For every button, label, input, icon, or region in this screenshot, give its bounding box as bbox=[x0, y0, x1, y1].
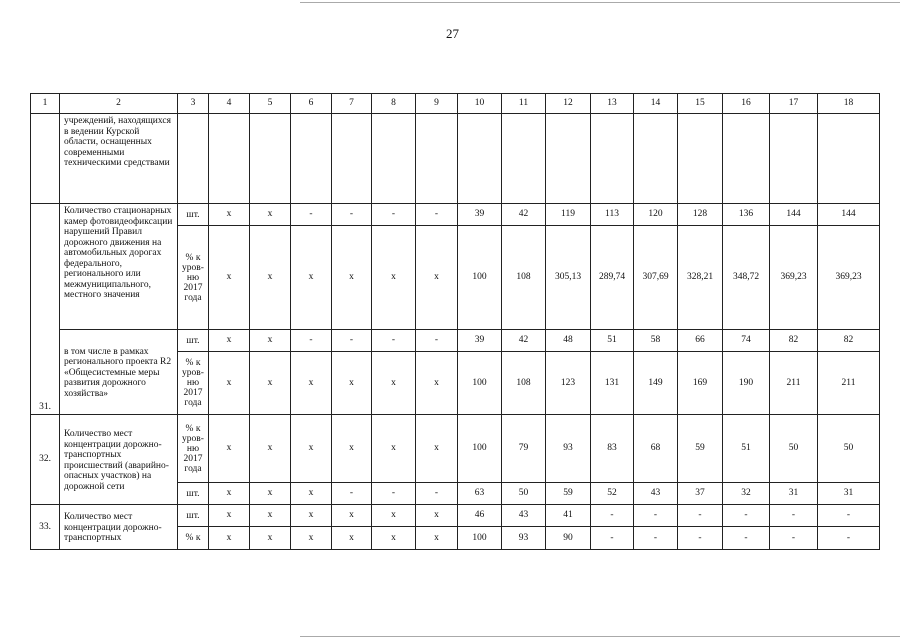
value-cell: 144 bbox=[770, 204, 818, 226]
column-number: 1 bbox=[31, 94, 60, 114]
column-number: 5 bbox=[250, 94, 291, 114]
value-cell: 123 bbox=[546, 352, 591, 415]
value-cell: - bbox=[818, 527, 880, 550]
column-number: 12 bbox=[546, 94, 591, 114]
unit-cell: % к уров-ню 2017 года bbox=[178, 226, 209, 330]
value-cell: x bbox=[291, 527, 332, 550]
table-row bbox=[31, 415, 880, 483]
value-cell: 100 bbox=[458, 352, 502, 415]
column-number: 6 bbox=[291, 94, 332, 114]
value-cell: x bbox=[291, 483, 332, 505]
indicators-table bbox=[30, 93, 880, 550]
scan-edge-bottom bbox=[300, 636, 900, 637]
value-cell: 66 bbox=[678, 330, 723, 352]
value-cell: 43 bbox=[634, 483, 678, 505]
item-number: 31. bbox=[31, 204, 60, 415]
unit-cell: шт. bbox=[178, 505, 209, 527]
unit-cell: % к уров-ню 2017 года bbox=[178, 415, 209, 483]
value-cell: 42 bbox=[502, 330, 546, 352]
value-cell: 31 bbox=[770, 483, 818, 505]
value-cell: - bbox=[591, 505, 634, 527]
column-number: 2 bbox=[60, 94, 178, 114]
value-cell: x bbox=[372, 527, 416, 550]
value-cell: 74 bbox=[723, 330, 770, 352]
column-number: 9 bbox=[416, 94, 458, 114]
column-number: 8 bbox=[372, 94, 416, 114]
table-row bbox=[31, 505, 880, 527]
value-cell: 63 bbox=[458, 483, 502, 505]
column-number: 4 bbox=[209, 94, 250, 114]
value-cell: x bbox=[209, 330, 250, 352]
value-cell: x bbox=[250, 505, 291, 527]
value-cell: x bbox=[250, 527, 291, 550]
value-cell: 41 bbox=[546, 505, 591, 527]
table-row bbox=[31, 204, 880, 226]
value-cell: 50 bbox=[502, 483, 546, 505]
value-cell: x bbox=[372, 415, 416, 483]
table-row bbox=[31, 330, 880, 352]
value-cell: 119 bbox=[546, 204, 591, 226]
value-cell: 50 bbox=[770, 415, 818, 483]
value-cell: - bbox=[723, 505, 770, 527]
value-cell: x bbox=[250, 415, 291, 483]
page-number: 27 bbox=[446, 26, 459, 41]
value-cell: 39 bbox=[458, 204, 502, 226]
column-number: 10 bbox=[458, 94, 502, 114]
column-number: 17 bbox=[770, 94, 818, 114]
value-cell: - bbox=[634, 505, 678, 527]
value-cell: 108 bbox=[502, 226, 546, 330]
value-cell: 169 bbox=[678, 352, 723, 415]
value-cell: - bbox=[372, 330, 416, 352]
value-cell: - bbox=[332, 204, 372, 226]
value-cell: 58 bbox=[634, 330, 678, 352]
value-cell: x bbox=[416, 226, 458, 330]
value-cell: 59 bbox=[546, 483, 591, 505]
value-cell: x bbox=[372, 505, 416, 527]
value-cell: x bbox=[372, 226, 416, 330]
column-number: 18 bbox=[818, 94, 880, 114]
value-cell: x bbox=[291, 226, 332, 330]
value-cell: - bbox=[372, 204, 416, 226]
unit-cell: шт. bbox=[178, 483, 209, 505]
value-cell: x bbox=[372, 352, 416, 415]
value-cell: x bbox=[332, 415, 372, 483]
value-cell: 211 bbox=[770, 352, 818, 415]
value-cell: x bbox=[209, 352, 250, 415]
value-cell: 369,23 bbox=[818, 226, 880, 330]
value-cell: 211 bbox=[818, 352, 880, 415]
value-cell: 79 bbox=[502, 415, 546, 483]
value-cell: 52 bbox=[591, 483, 634, 505]
value-cell: 51 bbox=[591, 330, 634, 352]
value-cell: 136 bbox=[723, 204, 770, 226]
value-cell: x bbox=[332, 352, 372, 415]
value-cell: 48 bbox=[546, 330, 591, 352]
value-cell: - bbox=[591, 527, 634, 550]
value-cell: 50 bbox=[818, 415, 880, 483]
indicator-name: учреждений, находящихся в ведении Курской области, оснащенных современными техническими средствами bbox=[60, 114, 178, 204]
item-number-cell bbox=[31, 114, 60, 204]
value-cell: 190 bbox=[723, 352, 770, 415]
value-cell: - bbox=[291, 204, 332, 226]
value-cell: 144 bbox=[818, 204, 880, 226]
value-cell: - bbox=[291, 330, 332, 352]
value-cell: x bbox=[416, 527, 458, 550]
value-cell: x bbox=[209, 505, 250, 527]
value-cell: - bbox=[416, 483, 458, 505]
unit-cell: шт. bbox=[178, 204, 209, 226]
value-cell: x bbox=[291, 352, 332, 415]
value-cell: x bbox=[209, 226, 250, 330]
value-cell: - bbox=[770, 505, 818, 527]
value-cell: 149 bbox=[634, 352, 678, 415]
value-cell: x bbox=[209, 483, 250, 505]
value-cell: x bbox=[416, 505, 458, 527]
value-cell: 31 bbox=[818, 483, 880, 505]
column-number: 3 bbox=[178, 94, 209, 114]
indicator-name: Количество мест концентрации дорожно-транспортных происшествий (аварийно- опасных участков) на дорожной сети bbox=[60, 415, 178, 505]
unit-cell: шт. bbox=[178, 330, 209, 352]
value-cell: 108 bbox=[502, 352, 546, 415]
value-cell: 93 bbox=[546, 415, 591, 483]
item-number: 32. bbox=[31, 415, 60, 505]
value-cell: - bbox=[416, 330, 458, 352]
value-cell: - bbox=[332, 483, 372, 505]
value-cell: 369,23 bbox=[770, 226, 818, 330]
column-number: 16 bbox=[723, 94, 770, 114]
value-cell: x bbox=[332, 226, 372, 330]
value-cell: - bbox=[678, 505, 723, 527]
value-cell: 43 bbox=[502, 505, 546, 527]
continuation-row bbox=[31, 114, 880, 204]
value-cell: 39 bbox=[458, 330, 502, 352]
value-cell: 32 bbox=[723, 483, 770, 505]
value-cell: 51 bbox=[723, 415, 770, 483]
value-cell: x bbox=[250, 352, 291, 415]
value-cell: 120 bbox=[634, 204, 678, 226]
value-cell: x bbox=[416, 352, 458, 415]
value-cell: 113 bbox=[591, 204, 634, 226]
indicator-name: Количество стационарных камер фотовидеофиксации нарушений Правил дорожного движения на автомобильных дорогах федерального, регионального или межмуниципального, местного значения bbox=[60, 204, 178, 330]
value-cell: - bbox=[634, 527, 678, 550]
value-cell: 289,74 bbox=[591, 226, 634, 330]
value-cell: 328,21 bbox=[678, 226, 723, 330]
value-cell: - bbox=[332, 330, 372, 352]
value-cell: x bbox=[250, 204, 291, 226]
value-cell: - bbox=[416, 204, 458, 226]
column-number: 14 bbox=[634, 94, 678, 114]
value-cell: x bbox=[332, 527, 372, 550]
value-cell: 100 bbox=[458, 527, 502, 550]
value-cell: 90 bbox=[546, 527, 591, 550]
value-cell: x bbox=[250, 226, 291, 330]
value-cell: 307,69 bbox=[634, 226, 678, 330]
scan-edge-top bbox=[300, 2, 900, 3]
value-cell: 59 bbox=[678, 415, 723, 483]
value-cell: 100 bbox=[458, 415, 502, 483]
value-cell: x bbox=[250, 330, 291, 352]
value-cell: 83 bbox=[591, 415, 634, 483]
value-cell: 128 bbox=[678, 204, 723, 226]
value-cell: x bbox=[332, 505, 372, 527]
column-number: 13 bbox=[591, 94, 634, 114]
value-cell: - bbox=[770, 527, 818, 550]
unit-cell: % к уров-ню 2017 года bbox=[178, 352, 209, 415]
column-number: 11 bbox=[502, 94, 546, 114]
value-cell: 46 bbox=[458, 505, 502, 527]
value-cell: 131 bbox=[591, 352, 634, 415]
value-cell: 305,13 bbox=[546, 226, 591, 330]
value-cell: - bbox=[678, 527, 723, 550]
column-number: 15 bbox=[678, 94, 723, 114]
value-cell: 93 bbox=[502, 527, 546, 550]
column-number: 7 bbox=[332, 94, 372, 114]
value-cell: 100 bbox=[458, 226, 502, 330]
unit-cell: % к bbox=[178, 527, 209, 550]
value-cell: 68 bbox=[634, 415, 678, 483]
value-cell: - bbox=[372, 483, 416, 505]
value-cell: x bbox=[250, 483, 291, 505]
value-cell: x bbox=[209, 527, 250, 550]
value-cell: 42 bbox=[502, 204, 546, 226]
value-cell: x bbox=[416, 415, 458, 483]
value-cell: - bbox=[818, 505, 880, 527]
indicator-name: в том числе в рамках регионального проекта R2 «Общесистемные меры развития дорожного хозяйства» bbox=[60, 330, 178, 415]
value-cell: 82 bbox=[818, 330, 880, 352]
column-number-row bbox=[31, 94, 880, 114]
value-cell: x bbox=[209, 415, 250, 483]
value-cell: - bbox=[723, 527, 770, 550]
value-cell: x bbox=[291, 505, 332, 527]
indicator-name: Количество мест концентрации дорожно-транспортных bbox=[60, 505, 178, 550]
item-number: 33. bbox=[31, 505, 60, 550]
value-cell: 348,72 bbox=[723, 226, 770, 330]
value-cell: 82 bbox=[770, 330, 818, 352]
value-cell: x bbox=[209, 204, 250, 226]
value-cell: x bbox=[291, 415, 332, 483]
value-cell: 37 bbox=[678, 483, 723, 505]
